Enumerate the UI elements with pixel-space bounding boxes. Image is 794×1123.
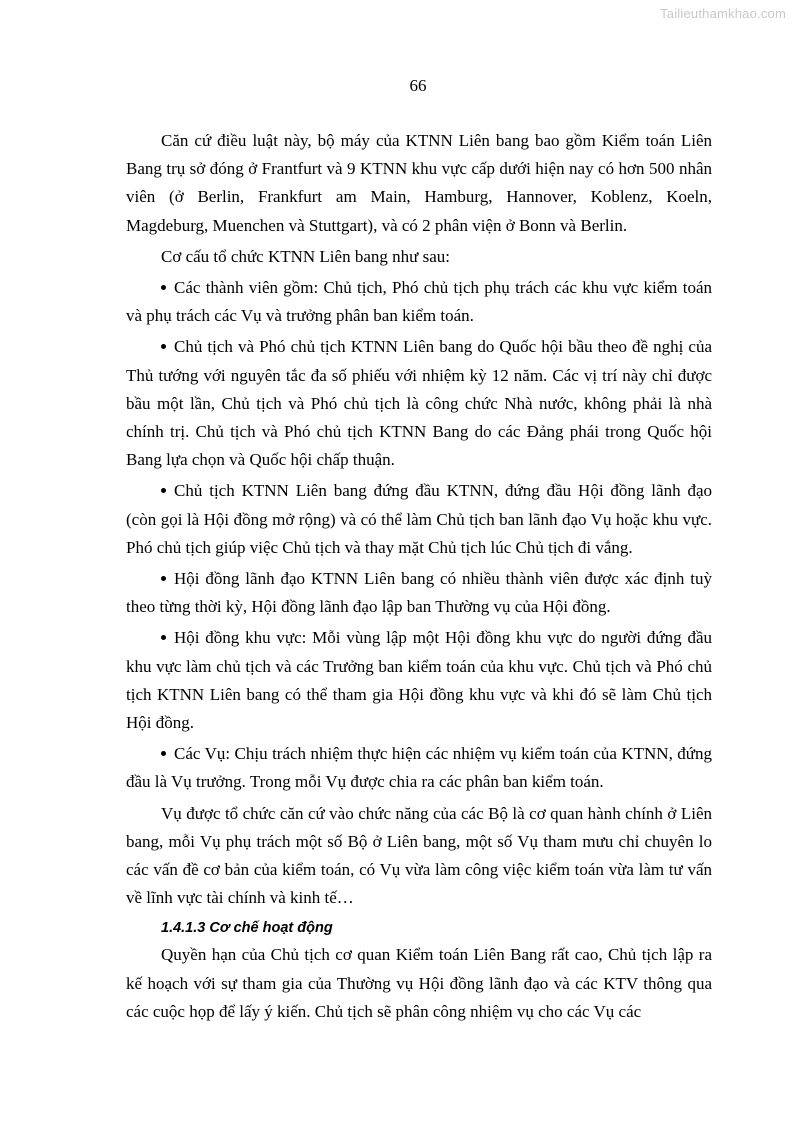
bullet-icon — [161, 576, 166, 581]
bullet-item — [126, 624, 712, 737]
bullet-text: Chủ tịch KTNN Liên bang đứng đầu KTNN, đứng đầu Hội đồng lãnh đạo (còn gọi là Hội đồng mở rộng) và có thể làm Chủ tịch ban lãnh đạo Vụ hoặc khu vực. Phó chủ tịch giúp việc Chủ tịch và thay mặt Chủ tịch lúc Chủ tịch đi vắng. — [126, 481, 712, 557]
bullet-icon — [161, 751, 166, 756]
bullet-item — [126, 565, 712, 621]
bullet-icon — [161, 488, 166, 493]
watermark-text: Tailieuthamkhao.com — [660, 6, 786, 21]
bullet-icon — [161, 344, 166, 349]
paragraph-structure-lead: Cơ cấu tổ chức KTNN Liên bang như sau: — [161, 246, 450, 266]
bullet-item — [126, 477, 712, 562]
bullet-item — [126, 333, 712, 474]
bullet-icon — [161, 285, 166, 290]
document-body — [126, 127, 712, 1029]
section-heading: 1.4.1.3 Cơ chế hoạt động — [161, 920, 333, 937]
bullet-icon — [161, 635, 166, 640]
bullet-text: Hội đồng lãnh đạo KTNN Liên bang có nhiều thành viên được xác định tuỳ theo từng thời kỳ, Hội đồng lãnh đạo lập ban Thường vụ của Hội đồng. — [126, 569, 712, 617]
page-number: 66 — [409, 76, 427, 95]
bullet-item — [126, 274, 712, 330]
paragraph-intro: Căn cứ điều luật này, bộ máy của KTNN Liên bang bao gồm Kiểm toán Liên Bang trụ sở đóng ở Frantfurt và 9 KTNN khu vực cấp dưới hiện nay có hơn 500 nhân viên (ở Berlin, Frankfurt am Main, Hamburg, Hannover, Koblenz, Koeln, Magdeburg, Muenchen và Stuttgart), và có 2 phân viện ở Bonn và Berlin. — [126, 131, 712, 235]
bullet-text: Các Vụ: Chịu trách nhiệm thực hiện các nhiệm vụ kiểm toán của KTNN, đứng đầu là Vụ trưởng. Trong mỗi Vụ được chia ra các phân ban kiểm toán. — [126, 744, 712, 792]
bullet-text: Các thành viên gồm: Chủ tịch, Phó chủ tịch phụ trách các khu vực kiểm toán và phụ trách các Vụ và trưởng phân ban kiểm toán. — [126, 278, 712, 326]
bullet-item — [126, 740, 712, 796]
paragraph-departments: Vụ được tổ chức căn cứ vào chức năng của các Bộ là cơ quan hành chính ở Liên bang, mỗi Vụ phụ trách một số Bộ ở Liên bang, một số Vụ tham mưu chỉ chuyên lo các vấn đề cơ bản của kiểm toán, có Vụ vừa làm công việc kiểm toán vừa làm tư vấn về lĩnh vực tài chính và kinh tế… — [126, 803, 712, 908]
bullet-text: Hội đồng khu vực: Mỗi vùng lập một Hội đồng khu vực do người đứng đầu khu vực làm chủ tịch và các Trưởng ban kiểm toán của khu vực. Chủ tịch và Phó chủ tịch KTNN Liên bang có thể tham gia Hội đồng khu vực và khi đó sẽ làm Chủ tịch Hội đồng. — [126, 628, 712, 733]
bullet-text: Chủ tịch và Phó chủ tịch KTNN Liên bang do Quốc hội bầu theo đề nghị của Thủ tướng với nguyên tắc đa số phiếu với nhiệm kỳ 12 năm. Các vị trí này chỉ được bầu một lần, Chủ tịch và Phó chủ tịch là công chức Nhà nước, không phải là nhà chính trị. Chủ tịch và Phó chủ tịch KTNN Bang do các Đảng phái trong Quốc hội Bang lựa chọn và Quốc hội chấp thuận. — [126, 337, 712, 470]
paragraph-mechanism: Quyền hạn của Chủ tịch cơ quan Kiểm toán Liên Bang rất cao, Chủ tịch lập ra kế hoạch với sự tham gia của Thường vụ Hội đồng lãnh đạo và các KTV thông qua các cuộc họp để lấy ý kiến. Chủ tịch sẽ phân công nhiệm vụ cho các Vụ các — [126, 945, 712, 1021]
